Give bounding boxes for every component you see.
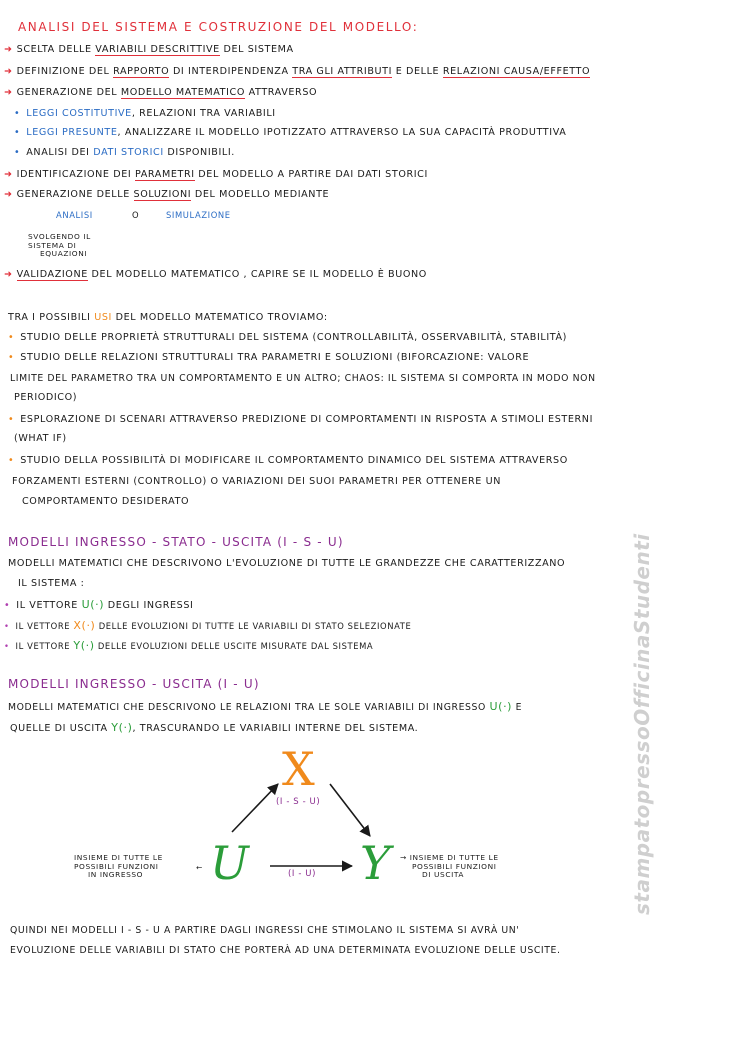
step-parameters: ➜ IDENTIFICAZIONE DEI PARAMETRI DEL MODELLO A PARTIRE DAI DATI STORICI: [4, 169, 428, 180]
isu-description-cont: IL SISTEMA :: [18, 578, 85, 589]
conclusion-line-1: QUINDI NEI MODELLI I - S - U A PARTIRE DAGLI INGRESSI CHE STIMOLANO IL SISTEMA SI AVRÀ UN': [10, 925, 520, 936]
conclusion-line-2: EVOLUZIONE DELLE VARIABILI DI STATO CHE PORTERÀ AD UNA DETERMINATA EVOLUZIONE DELLE USCITE.: [10, 945, 561, 956]
caption-arrow-right-icon: →: [400, 853, 410, 862]
bullet-icon: •: [14, 127, 21, 138]
arrow-icon: ➜: [4, 169, 13, 180]
label-iu: (I - U): [288, 869, 317, 879]
bullet-icon: •: [14, 147, 21, 158]
section-title-isu: MODELLI INGRESSO - STATO - USCITA (I - S - U): [8, 535, 344, 549]
uses-intro: TRA I POSSIBILI USI DEL MODELLO MATEMATICO TROVIAMO:: [8, 312, 328, 323]
sub-presumed-laws: • LEGGI PRESUNTE, ANALIZZARE IL MODELLO IPOTIZZATO ATTRAVERSO LA SUA CAPACITÀ PRODUTTIVA: [14, 127, 567, 138]
diagram-arrows: [60, 740, 620, 910]
use-structural-properties: • STUDIO DELLE PROPRIETÀ STRUTTURALI DEL SISTEMA (CONTROLLABILITÀ, OSSERVABILITÀ, STABILITÀ): [8, 332, 567, 343]
method-simulation: SIMULAZIONE: [166, 210, 231, 220]
output-set-caption: → INSIEME DI TUTTE LE POSSIBILI FUNZIONI DI USCITA: [400, 853, 499, 880]
step-generation: ➜ GENERAZIONE DEL MODELLO MATEMATICO ATTRAVERSO: [4, 87, 318, 98]
step-variables: ➜ SCELTA DELLE VARIABILI DESCRITTIVE DEL SISTEMA: [4, 44, 294, 55]
input-set-u: U: [210, 836, 249, 890]
use-control-cont2: COMPORTAMENTO DESIDERATO: [22, 496, 190, 507]
step-solutions: ➜ GENERAZIONE DELLE SOLUZIONI DEL MODELLO MEDIANTE: [4, 189, 330, 200]
vector-y-item: • IL VETTORE Y(·) DELLE EVOLUZIONI DELLE USCITE MISURATE DAL SISTEMA: [4, 639, 374, 652]
iu-description-cont: QUELLE DI USCITA Y(·), TRASCURANDO LE VARIABILI INTERNE DEL SISTEMA.: [10, 721, 419, 734]
input-set-caption: INSIEME DI TUTTE LE POSSIBILI FUNZIONI IN INGRESSO: [74, 853, 163, 880]
label-isu: (I - S - U): [276, 797, 321, 807]
use-structural-relations-cont: LIMITE DEL PARAMETRO TRA UN COMPORTAMENTO E UN ALTRO; CHAOS: IL SISTEMA SI COMPORTA IN MODO NON: [10, 373, 596, 384]
sub-historical-data: • ANALISI DEI DATI STORICI DISPONIBILI.: [14, 147, 235, 158]
section-title-iu: MODELLI INGRESSO - USCITA (I - U): [8, 677, 260, 691]
bullet-icon: •: [14, 108, 21, 119]
vector-x-item: • IL VETTORE X(·) DELLE EVOLUZIONI DI TUTTE LE VARIABILI DI STATO SELEZIONATE: [4, 619, 412, 632]
isu-description: MODELLI MATEMATICI CHE DESCRIVONO L'EVOLUZIONE DI TUTTE LE GRANDEZZE CHE CARATTERIZZANO: [8, 558, 566, 569]
io-diagram: [60, 740, 620, 910]
bullet-icon: •: [4, 600, 11, 611]
arrow-icon: ➜: [4, 44, 13, 55]
arrow-icon: ➜: [4, 66, 13, 77]
watermark: stampatopressoOfficinaStudenti: [630, 533, 654, 915]
bullet-icon: •: [4, 641, 10, 651]
arrow-u-to-x: [232, 784, 278, 832]
bullet-icon: •: [8, 414, 15, 425]
bullet-icon: •: [8, 352, 15, 363]
output-set-y: Y: [360, 836, 391, 890]
sub-laws: • LEGGI COSTITUTIVE, RELAZIONI TRA VARIABILI: [14, 108, 276, 119]
bullet-icon: •: [8, 332, 15, 343]
state-set-x: X: [282, 742, 315, 796]
method-or: O: [132, 210, 140, 220]
step-relationship: ➜ DEFINIZIONE DEL RAPPORTO DI INTERDIPENDENZA TRA GLI ATTRIBUTI E DELLE RELAZIONI CAUSA/EFFETTO: [4, 66, 591, 77]
use-scenarios: • ESPLORAZIONE DI SCENARI ATTRAVERSO PREDIZIONE DI COMPORTAMENTI IN RISPOSTA A STIMOLI ESTERNI: [8, 414, 593, 425]
solving-note: SVOLGENDO IL SISTEMA DI EQUAZIONI: [28, 232, 91, 259]
use-control-cont: FORZAMENTI ESTERNI (CONTROLLO) O VARIAZIONI DEI SUOI PARAMETRI PER OTTENERE UN: [12, 476, 501, 487]
arrow-icon: ➜: [4, 269, 13, 280]
arrow-x-to-y: [330, 784, 370, 836]
iu-description: MODELLI MATEMATICI CHE DESCRIVONO LE RELAZIONI TRA LE SOLE VARIABILI DI INGRESSO U(·) E: [8, 700, 523, 713]
use-scenarios-cont: (WHAT IF): [14, 433, 67, 444]
bullet-icon: •: [4, 621, 10, 631]
page-title: ANALISI DEL SISTEMA E COSTRUZIONE DEL MODELLO:: [18, 20, 419, 34]
arrow-icon: ➜: [4, 87, 13, 98]
use-control: • STUDIO DELLA POSSIBILITÀ DI MODIFICARE IL COMPORTAMENTO DINAMICO DEL SISTEMA ATTRAVERSO: [8, 455, 568, 466]
step-validation: ➜ VALIDAZIONE DEL MODELLO MATEMATICO , CAPIRE SE IL MODELLO È BUONO: [4, 269, 427, 280]
use-structural-relations: • STUDIO DELLE RELAZIONI STRUTTURALI TRA PARAMETRI E SOLUZIONI (BIFORCAZIONE: VALORE: [8, 352, 530, 363]
bullet-icon: •: [8, 455, 15, 466]
arrow-icon: ➜: [4, 189, 13, 200]
use-structural-relations-cont2: PERIODICO): [14, 392, 78, 403]
caption-arrow-left-icon: ←: [196, 863, 203, 872]
vector-u-item: • IL VETTORE U(·) DEGLI INGRESSI: [4, 598, 194, 611]
method-analysis: ANALISI: [56, 210, 93, 220]
